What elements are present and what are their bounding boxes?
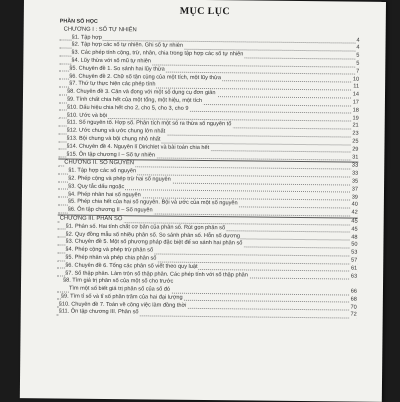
toc-entry-page: 63	[350, 273, 358, 280]
toc-entry-page: 42	[351, 209, 358, 216]
toc-entry-title: CHƯƠNG III. PHÂN SỐ	[59, 215, 123, 223]
toc-entry-title: §3. Quy tắc dấu ngoặc	[68, 183, 125, 190]
toc-entry-title: §5. Chuyên đề 1. So sánh hai lũy thừa	[69, 65, 165, 73]
toc-entry-title: §9. Tìm tỉ số và tỉ số phần trăm của hai đại lượng	[60, 293, 183, 301]
toc-entry-page: 5	[356, 52, 360, 59]
toc-entry-page: 14	[352, 91, 360, 98]
toc-entry-page: 53	[351, 249, 358, 256]
toc-entry-title: §15. Ôn tập chương I – Số tự nhiên	[66, 151, 155, 159]
toc-entry-page: 37	[351, 186, 359, 193]
toc-entry-page: 18	[352, 107, 359, 114]
toc-entry-page: 39	[351, 194, 358, 201]
toc-entry-title: §5. Phép nhân và phép chia phân số	[65, 254, 157, 262]
toc-entry-title: §2. Tập hợp các số tự nhiên. Ghi số tự nhiên	[71, 41, 184, 50]
toc-entry-page: 31	[352, 154, 359, 161]
toc-entry-page: 70	[350, 304, 357, 311]
toc-entry-title: PHẦN SỐ HỌC	[59, 18, 98, 25]
toc-entry-page: 45	[351, 226, 358, 233]
toc-entry-title: §7. Số thập phân. Làm tròn số thập phân. Các phép tính với số thập phân	[65, 270, 248, 278]
toc-entry-title: §1. Tập hợp	[71, 34, 102, 41]
toc-entry-title: §5. Phép chia hết của hai số nguyên. Bội và ước của một số nguyên	[67, 198, 238, 207]
toc-entry-page: 48	[351, 234, 358, 241]
toc-entry-page: 45	[351, 218, 358, 225]
toc-entry-page: 40	[351, 201, 358, 208]
toc-entry-page: 68	[350, 296, 357, 303]
toc-entry-page: 33	[351, 170, 359, 177]
toc-entry-page: 35	[351, 178, 359, 185]
toc-entry-title: §8. Tìm giá trị phân số của một số cho trước	[63, 277, 174, 285]
toc-entry-page: 4	[356, 44, 360, 52]
toc-entry-title: §11. Số nguyên tố. Hợp số. Phân tích một số ra thừa số nguyên tố	[66, 119, 232, 128]
toc-entry-title: §14. Chuyên đề 4. Nguyên lí Dirichlet và bài toán chia hết	[66, 143, 210, 151]
toc-entry-title: §8. Chuyên đề 3. Cân và đong với một số dụng cụ đơn giản	[67, 88, 216, 97]
toc-entry-title: §13. Bội chung và bội chung nhỏ nhất	[66, 135, 161, 143]
toc-entry-page: 72	[350, 312, 357, 319]
toc-entry-page: 7	[356, 68, 360, 75]
toc-entry-page: 66	[350, 288, 357, 295]
toc-entry-page: 57	[351, 257, 358, 264]
toc-entry-title: §4. Phép nhân hai số nguyên	[67, 191, 141, 198]
toc-entry-page: 19	[352, 115, 359, 122]
toc-entry-title: §10. Chuyên đề 7. Toán về công việc làm đồng thời	[58, 301, 187, 309]
toc-entry-page: 29	[352, 146, 359, 153]
toc-entry-title: §2. Phép cộng và phép trừ hai số nguyên	[68, 175, 171, 183]
toc-entry-page: 23	[352, 130, 359, 137]
toc-entry-title: §6. Chuyên đề 6. Tổng các phân số viết theo quy luật	[65, 262, 198, 270]
toc-entry-title: §3. Các phép tính cộng, trừ, nhân, chia trong tập hợp các số tự nhiên	[71, 49, 244, 58]
toc-entry-title: §1. Phân số. Hai tính chất cơ bản của phân số. Rút gọn phân số	[65, 223, 226, 231]
toc-entry-title: §9. Tính chất chia hết của một tổng, một hiệu, một tích	[66, 96, 203, 104]
toc-entry-page: 5	[356, 60, 360, 67]
page-title: MỤC LỤC	[179, 5, 231, 18]
toc-entry-title: §6. Chuyên đề 2. Chữ số tận cùng của một tích, một lũy thừa	[69, 73, 221, 81]
toc-entry-title: §11. Ôn tập chương III. Phân số	[58, 308, 139, 316]
toc-entry-page: 17	[352, 99, 359, 106]
toc-entry-title: §10. Ước và bội	[66, 112, 107, 119]
toc-entry-page: 61	[350, 265, 358, 272]
toc-entry-title: §10. Dấu hiệu chia hết cho 2, cho 5, cho 3, cho 9	[66, 104, 189, 112]
toc-entry-title: CHƯƠNG II. SỐ NGUYÊN	[64, 159, 135, 167]
table-of-contents	[57, 18, 360, 319]
toc-entry-page: 4	[356, 37, 360, 44]
toc-entry-title: §6. Ôn tập chương II – Số nguyên	[67, 206, 153, 214]
toc-entry-title: §12. Ước chung và ước chung lớn nhất	[66, 127, 166, 135]
toc-entry-page: 25	[352, 138, 359, 145]
toc-entry-page: 33	[351, 162, 359, 169]
toc-entry-page: 50	[351, 241, 358, 248]
toc-entry-title: §1. Tập hợp các số nguyên	[68, 167, 137, 175]
toc-entry-title: §4. Lũy thừa với số mũ tự nhiên	[71, 57, 151, 65]
toc-entry-title: §3. Chuyên đề 5. Một số phương pháp đặc biệt để so sánh hai phân số	[65, 238, 243, 247]
toc-entry-page: 11	[353, 83, 360, 90]
toc-entry-title: §7. Thứ tự thực hiện các phép tính	[69, 80, 156, 88]
toc-entry-title: §4. Phép cộng và phép trừ phân số	[65, 246, 154, 254]
toc-entry-page: 10	[352, 76, 360, 83]
toc-entry-title: §2. Quy đồng mẫu số nhiều phân số. So sánh phân số. Hỗn số dương	[65, 231, 240, 239]
toc-entry-page: 21	[352, 122, 359, 129]
document-page	[20, 0, 386, 402]
toc-entry-title: Tìm một số biết giá trị phân số của số đó	[68, 285, 171, 293]
toc-entry-title: CHƯƠNG I : SỐ TỰ NHIÊN	[63, 26, 137, 34]
